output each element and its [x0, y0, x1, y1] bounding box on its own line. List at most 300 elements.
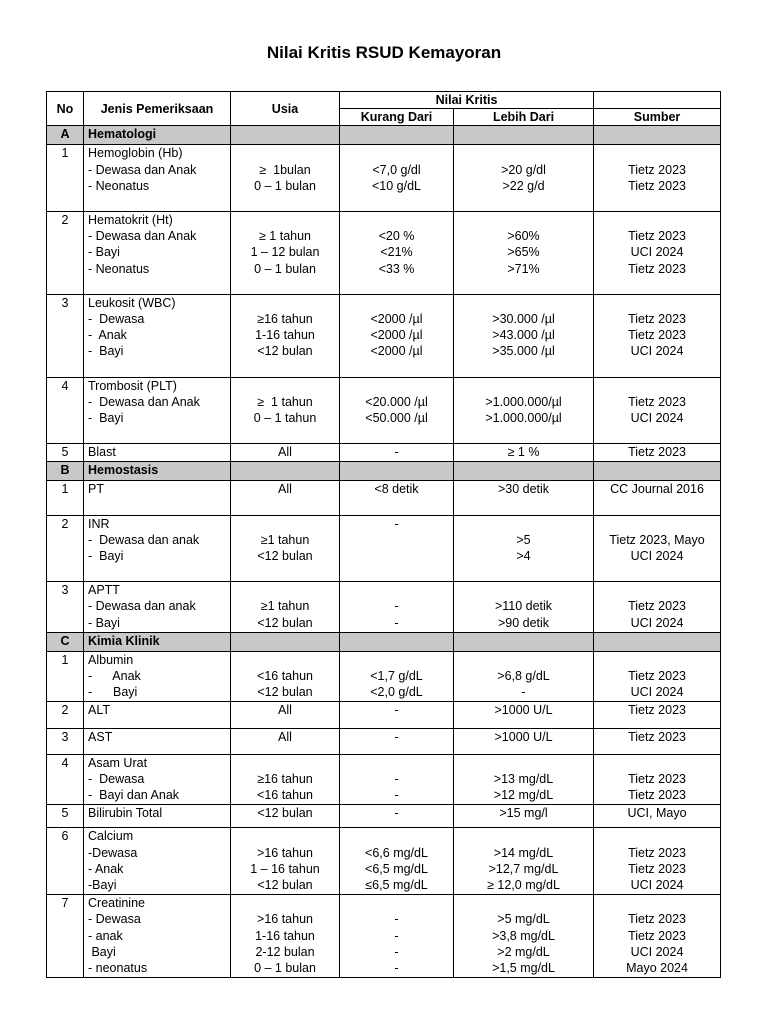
row-number: 4 [47, 754, 84, 805]
cell-line: >30.000 /µl [492, 312, 555, 326]
cell-line: Mayo 2024 [626, 960, 688, 975]
cell-lebih [454, 515, 594, 582]
section-letter: C [47, 632, 84, 651]
cell-line: 0 – 1 bulan [254, 178, 316, 193]
cell-line: All [278, 703, 292, 718]
row-number: 1 [47, 481, 84, 515]
cell-line [598, 212, 716, 228]
cell-sumber [594, 702, 721, 728]
cell-line: <20.000 /µl [365, 394, 428, 409]
cell-lebih [454, 444, 594, 462]
header-usia: Usia [231, 92, 340, 126]
cell-jenis [84, 828, 231, 895]
row-number: 5 [47, 444, 84, 462]
cell-line: - [394, 516, 399, 531]
cell-jenis [84, 582, 231, 633]
table-body [47, 126, 721, 978]
cell-line [458, 145, 589, 161]
table-row [47, 444, 721, 462]
cell-line: <7,0 g/dl [372, 162, 421, 177]
cell-line: - [394, 445, 399, 460]
section-name: Hematologi [84, 126, 231, 145]
section-letter: B [47, 462, 84, 481]
cell-line: <1,7 g/dL [370, 668, 423, 683]
cell-lebih [454, 145, 594, 212]
cell-line: ≥ 1 % [507, 445, 540, 460]
cell-kurang [340, 212, 454, 295]
cell-usia [231, 515, 340, 582]
cell-lebih [454, 702, 594, 728]
cell-jenis [84, 702, 231, 728]
cell-line [458, 516, 589, 532]
cell-line: <12 bulan [257, 344, 313, 359]
section-blank-cell [454, 462, 594, 481]
cell-line: All [278, 482, 292, 497]
cell-line: UCI 2024 [630, 615, 684, 630]
cell-line [598, 828, 716, 844]
table-row [47, 582, 721, 633]
cell-line: Calcium [88, 829, 134, 844]
cell-line [344, 548, 449, 564]
cell-line: -Bayi [88, 877, 117, 892]
cell-line [235, 212, 335, 228]
cell-line: ≥ 1 tahun [258, 229, 312, 244]
cell-line: Trombosit (PLT) [88, 378, 177, 393]
cell-sumber [594, 895, 721, 978]
cell-sumber [594, 828, 721, 895]
cell-line [458, 895, 589, 911]
cell-line: <8 detik [374, 482, 419, 497]
cell-usia [231, 702, 340, 728]
cell-line: <16 tahun [257, 668, 313, 683]
cell-line: UCI 2024 [630, 245, 684, 260]
cell-line: 2-12 bulan [255, 944, 315, 959]
cell-line: >3,8 mg/dL [492, 928, 555, 943]
section-row [47, 632, 721, 651]
cell-line: Tietz 2023 [628, 328, 686, 343]
row-number: 6 [47, 828, 84, 895]
cell-line [598, 295, 716, 311]
cell-line: UCI 2024 [630, 944, 684, 959]
cell-usia [231, 294, 340, 377]
cell-line [458, 582, 589, 598]
cell-line: All [278, 729, 292, 744]
cell-line: Tietz 2023 [628, 445, 686, 460]
cell-line: UCI, Mayo [627, 806, 687, 821]
cell-sumber [594, 145, 721, 212]
section-blank-cell [340, 462, 454, 481]
cell-line: Tietz 2023 [628, 229, 686, 244]
cell-sumber [594, 377, 721, 444]
cell-line: Tietz 2023 [628, 861, 686, 876]
cell-sumber [594, 651, 721, 702]
table-row [47, 805, 721, 828]
cell-kurang [340, 145, 454, 212]
cell-line: ≥16 tahun [257, 771, 313, 786]
page-title: Nilai Kritis RSUD Kemayoran [266, 43, 502, 62]
header-jenis: Jenis Pemeriksaan [84, 92, 231, 126]
cell-line: Tietz 2023 [628, 771, 686, 786]
table-row [47, 728, 721, 754]
table-row [47, 515, 721, 582]
header-row-1 [47, 92, 721, 109]
cell-line: - Dewasa dan Anak [88, 394, 200, 409]
cell-line: - Dewasa dan Anak [88, 162, 197, 177]
cell-line: >22 g/d [502, 178, 545, 193]
section-blank-cell [340, 632, 454, 651]
cell-lebih [454, 754, 594, 805]
cell-jenis [84, 515, 231, 582]
row-number: 2 [47, 515, 84, 582]
cell-lebih [454, 377, 594, 444]
cell-line: ≥ 12,0 mg/dL [487, 877, 560, 892]
cell-line: <2000 /µl [370, 344, 423, 359]
table-row [47, 145, 721, 212]
cell-usia [231, 377, 340, 444]
cell-lebih [454, 728, 594, 754]
cell-line: <6,6 mg/dL [365, 845, 428, 860]
cell-jenis [84, 728, 231, 754]
cell-line: - Bayi [88, 685, 138, 700]
cell-lebih [454, 651, 594, 702]
section-row [47, 462, 721, 481]
cell-jenis [84, 294, 231, 377]
cell-line: 1-16 tahun [255, 928, 315, 943]
cell-line: ≥1 tahun [260, 532, 310, 547]
cell-line [235, 755, 335, 771]
cell-line: - [394, 703, 399, 718]
cell-line: >15 mg/l [499, 806, 548, 821]
cell-line: <12 bulan [257, 877, 313, 892]
cell-line: - Bayi [88, 615, 120, 630]
cell-line [458, 295, 589, 311]
cell-line [235, 895, 335, 911]
cell-line: <2000 /µl [370, 328, 423, 343]
cell-line: PT [88, 482, 104, 497]
cell-sumber [594, 481, 721, 515]
cell-line: - [394, 912, 399, 927]
cell-line: - Anak [88, 668, 141, 683]
cell-jenis [84, 805, 231, 828]
cell-line: >1.000.000/µl [485, 411, 562, 425]
row-number: 3 [47, 294, 84, 377]
cell-line: APTT [88, 583, 120, 598]
row-number: 3 [47, 728, 84, 754]
table-row [47, 702, 721, 728]
cell-line: - Dewasa [88, 771, 145, 786]
cell-lebih [454, 895, 594, 978]
cell-line: <2,0 g/dL [370, 685, 423, 700]
cell-lebih [454, 805, 594, 828]
cell-line: Creatinine [88, 896, 145, 911]
cell-kurang [340, 828, 454, 895]
section-blank-cell [231, 126, 340, 145]
cell-line: >65% [507, 245, 540, 260]
cell-sumber [594, 754, 721, 805]
cell-line: Hematokrit (Ht) [88, 213, 173, 227]
table-row [47, 377, 721, 444]
cell-jenis [84, 212, 231, 295]
cell-sumber [594, 212, 721, 295]
cell-line: 0 – 1 bulan [254, 960, 316, 975]
cell-lebih [454, 828, 594, 895]
cell-jenis [84, 377, 231, 444]
cell-usia [231, 481, 340, 515]
section-blank-cell [594, 632, 721, 651]
cell-line: - Dewasa [88, 912, 141, 927]
cell-line: UCI 2024 [630, 411, 684, 425]
cell-line: <21% [380, 245, 413, 260]
cell-line [344, 378, 449, 394]
cell-sumber [594, 515, 721, 582]
cell-line: ≥ 1 tahun [257, 394, 313, 409]
cell-line [458, 378, 589, 394]
cell-jenis [84, 481, 231, 515]
cell-line: Tietz 2023 [628, 162, 686, 177]
table-row [47, 828, 721, 895]
cell-line: >60% [507, 229, 540, 244]
cell-line [598, 582, 716, 598]
cell-line: ≤6,5 mg/dL [365, 877, 428, 892]
cell-kurang [340, 651, 454, 702]
cell-usia [231, 444, 340, 462]
cell-line: >16 tahun [257, 845, 313, 860]
cell-line: UCI 2024 [630, 344, 684, 359]
cell-line: - [521, 685, 526, 700]
cell-kurang [340, 754, 454, 805]
cell-line [598, 516, 716, 532]
cell-line: >5 mg/dL [497, 912, 550, 927]
cell-line [344, 828, 449, 844]
cell-line [598, 755, 716, 771]
cell-line [235, 828, 335, 844]
cell-line [458, 755, 589, 771]
cell-line: Blast [88, 445, 116, 460]
cell-usia [231, 582, 340, 633]
cell-line: >12,7 mg/dL [488, 861, 559, 876]
cell-sumber [594, 582, 721, 633]
section-name: Hemostasis [84, 462, 231, 481]
header-nilai-kritis: Nilai Kritis [340, 92, 594, 109]
cell-line [235, 652, 335, 668]
cell-line: >35.000 /µl [492, 344, 555, 359]
cell-line: 1 – 12 bulan [250, 245, 320, 260]
section-letter: A [47, 126, 84, 145]
cell-line: Bilirubin Total [88, 806, 163, 821]
cell-line: CC Journal 2016 [610, 482, 704, 497]
cell-line [598, 378, 716, 394]
cell-line: UCI 2024 [630, 685, 684, 700]
section-blank-cell [594, 126, 721, 145]
cell-line: 1 – 16 tahun [250, 861, 320, 876]
cell-line: 0 – 1 tahun [253, 411, 317, 425]
cell-lebih [454, 294, 594, 377]
cell-kurang [340, 895, 454, 978]
cell-line [344, 295, 449, 311]
critical-values-table [46, 91, 721, 978]
cell-line: >6,8 g/dL [497, 668, 550, 683]
cell-line: <16 tahun [257, 788, 313, 803]
cell-line [458, 652, 589, 668]
cell-line: Tietz 2023 [628, 668, 686, 683]
cell-line: >12 mg/dL [493, 788, 554, 803]
cell-line: >16 tahun [257, 912, 313, 927]
cell-line: - [394, 729, 399, 744]
cell-line: <2000 /µl [370, 312, 423, 326]
cell-sumber [594, 805, 721, 828]
cell-line: - Anak [88, 328, 127, 343]
cell-line: <12 bulan [257, 548, 313, 563]
table-row [47, 895, 721, 978]
cell-line: >20 g/dl [501, 162, 546, 177]
cell-usia [231, 828, 340, 895]
cell-line: INR [88, 516, 110, 531]
cell-line [458, 828, 589, 844]
section-row [47, 126, 721, 145]
cell-line: - [394, 788, 399, 803]
row-number: 1 [47, 651, 84, 702]
row-number: 5 [47, 805, 84, 828]
cell-usia [231, 805, 340, 828]
cell-line [598, 895, 716, 911]
cell-line: All [278, 445, 292, 460]
header-no: No [47, 92, 84, 126]
cell-usia [231, 728, 340, 754]
cell-kurang [340, 481, 454, 515]
cell-jenis [84, 444, 231, 462]
row-number: 7 [47, 895, 84, 978]
cell-line: Albumin [88, 652, 134, 667]
cell-line: >1000 U/L [494, 729, 553, 744]
cell-line: <12 bulan [257, 685, 313, 700]
cell-line: - neonatus [88, 960, 148, 975]
cell-line [235, 145, 335, 161]
cell-line: - [394, 944, 399, 959]
cell-line: - [394, 960, 399, 975]
cell-jenis [84, 145, 231, 212]
cell-sumber [594, 294, 721, 377]
cell-line: Hemoglobin (Hb) [88, 146, 183, 161]
cell-kurang [340, 702, 454, 728]
cell-sumber [594, 444, 721, 462]
cell-usia [231, 895, 340, 978]
cell-kurang [340, 805, 454, 828]
row-number: 4 [47, 377, 84, 444]
section-blank-cell [231, 462, 340, 481]
cell-line: Tietz 2023 [628, 261, 686, 276]
cell-line: - [394, 615, 399, 630]
cell-line: - [394, 599, 399, 614]
cell-line: - Dewasa dan Anak [88, 229, 197, 244]
cell-line: ≥ 1bulan [259, 162, 311, 177]
cell-line: ≥1 tahun [260, 599, 310, 614]
section-blank-cell [594, 462, 721, 481]
cell-line: >71% [507, 261, 540, 276]
cell-line: -Dewasa [88, 845, 138, 860]
cell-line [235, 378, 335, 394]
cell-line [344, 652, 449, 668]
cell-line: Tietz 2023 [628, 845, 686, 860]
cell-line: Tietz 2023 [628, 788, 686, 803]
cell-line [344, 755, 449, 771]
cell-line: <33 % [378, 261, 415, 276]
cell-line: >110 detik [494, 599, 553, 614]
cell-line [458, 212, 589, 228]
cell-usia [231, 651, 340, 702]
cell-line: - [394, 806, 399, 821]
cell-line: >2 mg/dL [497, 944, 550, 959]
table-row [47, 481, 721, 515]
cell-line: <12 bulan [257, 615, 313, 630]
header-kurang: Kurang Dari [340, 109, 454, 126]
cell-line: Tietz 2023 [628, 178, 686, 193]
header-blank [594, 92, 721, 109]
cell-line: Tietz 2023 [628, 394, 686, 409]
cell-jenis [84, 895, 231, 978]
cell-line: - Dewasa [88, 312, 145, 326]
cell-line: - Dewasa dan anak [88, 532, 200, 547]
cell-lebih [454, 212, 594, 295]
cell-line: <10 g/dL [371, 178, 421, 193]
cell-line: <12 bulan [257, 806, 313, 821]
cell-kurang [340, 377, 454, 444]
cell-line: >13 mg/dL [493, 771, 554, 786]
cell-line: - Bayi [88, 344, 124, 359]
cell-line [344, 145, 449, 161]
section-blank-cell [454, 126, 594, 145]
cell-line: <6,5 mg/dL [365, 861, 428, 876]
table-row [47, 651, 721, 702]
cell-line: - Bayi dan Anak [88, 788, 180, 803]
cell-line: >1,5 mg/dL [492, 960, 555, 975]
cell-line: UCI 2024 [630, 877, 684, 892]
cell-line [344, 212, 449, 228]
cell-line: Tietz 2023 [628, 599, 686, 614]
cell-line: >1.000.000/µl [485, 394, 562, 409]
cell-line: <20 % [378, 229, 415, 244]
cell-line: Leukosit (WBC) [88, 295, 176, 310]
cell-line: 0 – 1 bulan [254, 261, 316, 276]
cell-kurang [340, 728, 454, 754]
cell-line: - Dewasa dan anak [88, 599, 196, 614]
section-blank-cell [454, 632, 594, 651]
cell-line: Asam Urat [88, 755, 148, 770]
cell-line [344, 895, 449, 911]
row-number: 1 [47, 145, 84, 212]
cell-line [235, 295, 335, 311]
cell-line: 1-16 tahun [255, 328, 315, 343]
header-lebih: Lebih Dari [454, 109, 594, 126]
cell-line: Tietz 2023 [628, 729, 686, 744]
cell-line: >90 detik [497, 615, 550, 630]
cell-line: >5 [516, 532, 531, 547]
cell-line: Tietz 2023 [628, 312, 686, 326]
cell-line: Tietz 2023 [628, 912, 686, 927]
table-row [47, 754, 721, 805]
table-row [47, 294, 721, 377]
cell-line [235, 516, 335, 532]
cell-line [344, 582, 449, 598]
cell-usia [231, 145, 340, 212]
cell-line: - anak [88, 928, 123, 943]
cell-line: <50.000 /µl [365, 411, 428, 425]
cell-line: Tietz 2023 [628, 928, 686, 943]
cell-line [344, 532, 449, 548]
cell-sumber [594, 728, 721, 754]
cell-usia [231, 212, 340, 295]
cell-line: >1000 U/L [494, 703, 553, 718]
cell-kurang [340, 582, 454, 633]
